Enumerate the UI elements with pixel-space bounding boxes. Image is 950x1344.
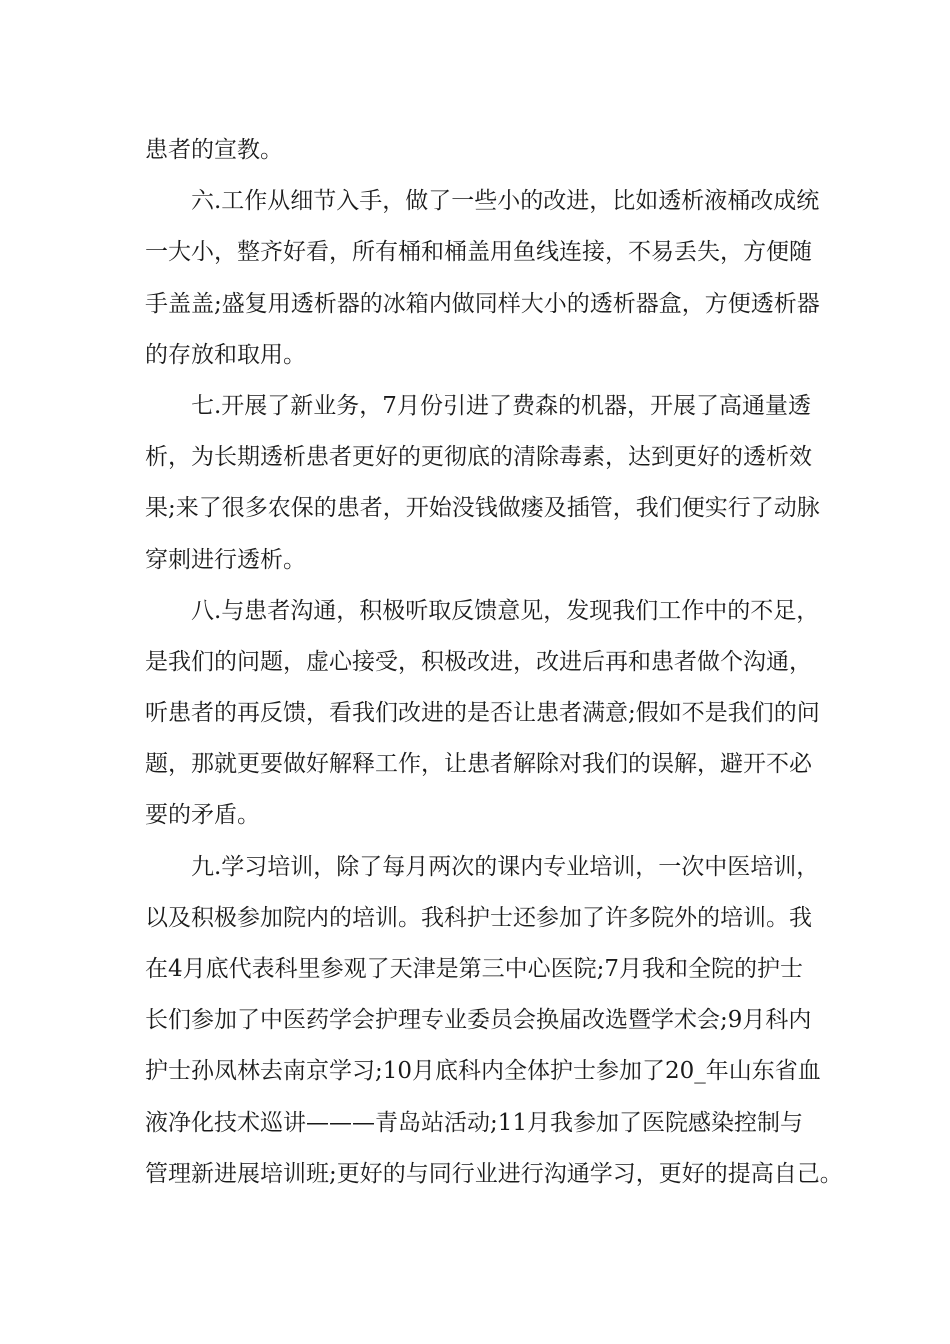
paragraph-9-line-3: 在4月底代表科里参观了天津是第三中心医院;7月我和全院的护士 (145, 956, 804, 982)
paragraph-8-line-2: 是我们的问题，虚心接受，积极改进，改进后再和患者做个沟通， (145, 648, 812, 675)
paragraph-9-line-1: 九.学习培训，除了每月两次的课内专业培训，一次中医培训， (191, 853, 820, 880)
paragraph-6-line-1: 六.工作从细节入手，做了一些小的改进，比如透析液桶改成统 (191, 188, 820, 215)
paragraph-7-line-4: 穿刺进行透析。 (145, 546, 306, 573)
paragraph-8-line-5: 要的矛盾。 (145, 802, 260, 829)
paragraph-8-line-1: 八.与患者沟通，积极听取反馈意见，发现我们工作中的不足， (191, 597, 820, 624)
body-text (145, 125, 843, 1200)
paragraph-7-line-2: 析，为长期透析患者更好的更彻底的清除毒素，达到更好的透析效 (145, 444, 812, 471)
paragraph-9-line-5: 护士孙凤林去南京学习;10月底科内全体护士参加了20_年山东省血 (145, 1058, 821, 1085)
paragraph-6-line-3: 手盖盖;盛复用透析器的冰箱内做同样大小的透析器盒，方便透析器 (145, 290, 820, 317)
paragraph-8-line-4: 题，那就更要做好解释工作，让患者解除对我们的误解，避开不必 (145, 751, 812, 778)
paragraph-8-line-3: 听患者的再反馈，看我们改进的是否让患者满意;假如不是我们的问 (145, 700, 820, 727)
paragraph-9-line-6: 液净化技术巡讲———青岛站活动;11月我参加了医院感染控制与 (145, 1109, 804, 1136)
paragraph-9-line-4: 长们参加了中医药学会护理专业委员会换届改选暨学术会;9月科内 (145, 1007, 812, 1034)
paragraph-5-end-line: 患者的宣教。 (145, 137, 283, 163)
paragraph-6-line-4: 的存放和取用。 (145, 341, 306, 368)
paragraph-7-line-1: 七.开展了新业务，7月份引进了费森的机器，开展了高通量透 (191, 392, 811, 419)
paragraph-7-line-3: 果;来了很多农保的患者，开始没钱做瘘及插管，我们便实行了动脉 (145, 495, 820, 522)
paragraph-9-line-2: 以及积极参加院内的培训。我科护士还参加了许多院外的培训。我 (145, 904, 812, 931)
paragraph-9-line-7: 管理新进展培训班;更好的与同行业进行沟通学习，更好的提高自己。 (145, 1160, 843, 1187)
paragraph-6-line-2: 一大小，整齐好看，所有桶和桶盖用鱼线连接，不易丢失，方便随 (145, 239, 812, 266)
